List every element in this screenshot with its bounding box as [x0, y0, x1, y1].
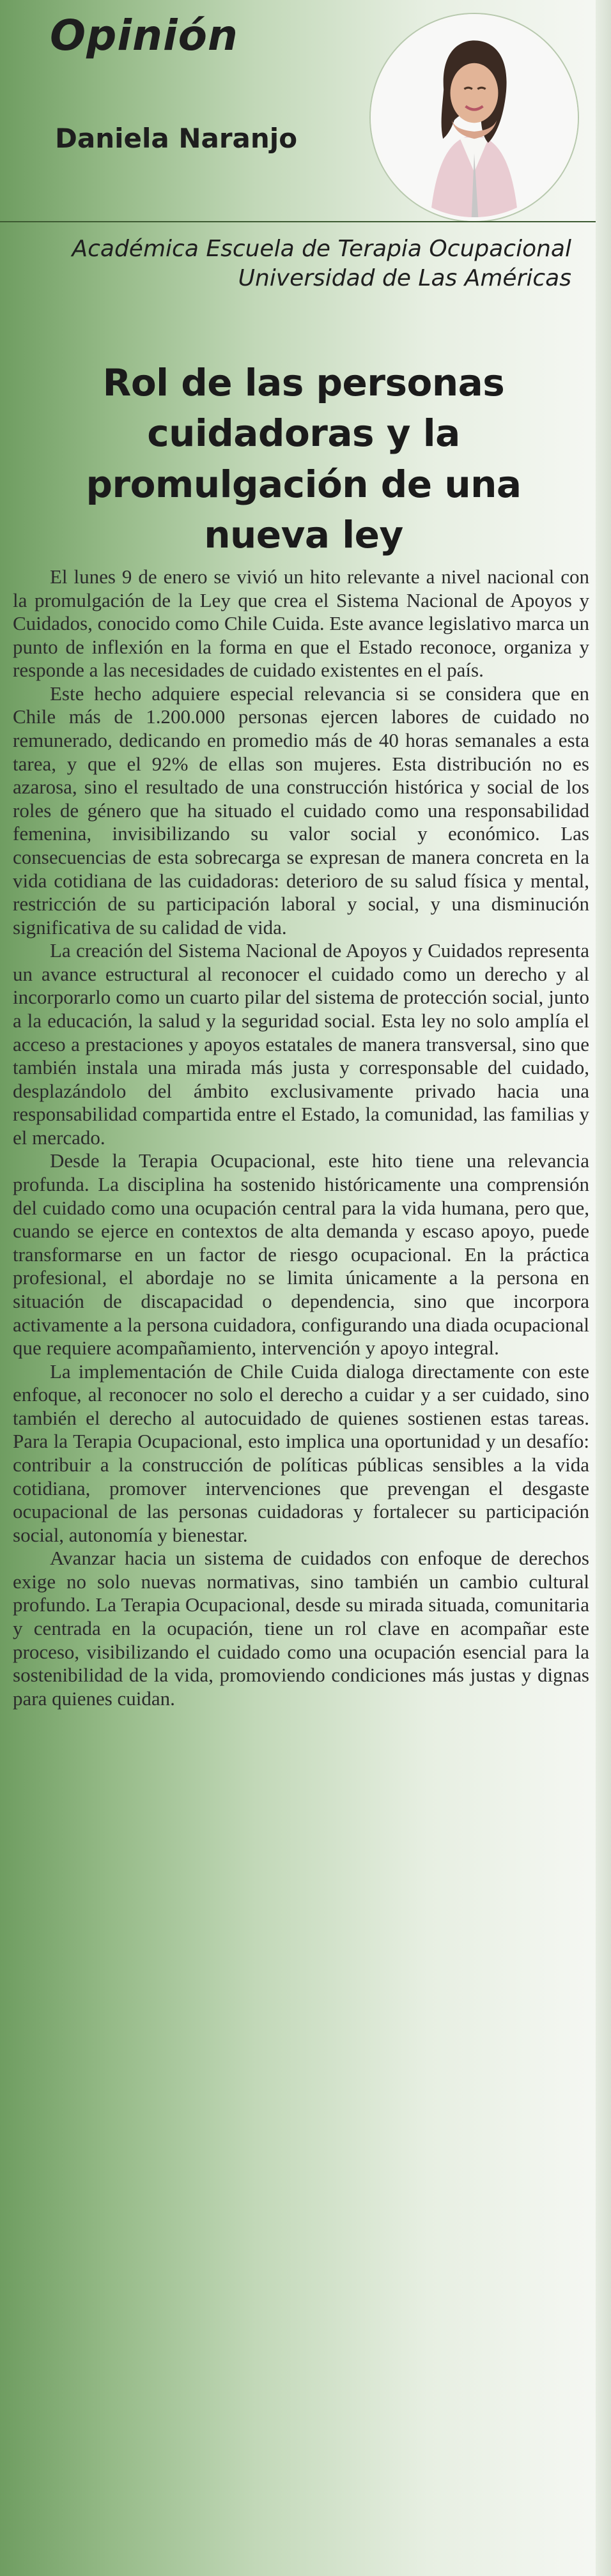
- affiliation-line-2: Universidad de Las Américas: [238, 264, 571, 291]
- article-paragraph-3: La creación del Sistema Nacional de Apoyos y Cuidados representa un avance estructural al reconocer el cuidado como un derecho y al incorporarlo como un cuarto pilar del sistema de protección social, junto a la educación, la salud y la seguridad social. Esta ley no solo amplía el acceso a prestaciones y apoyos estatales de manera transversal, sino que también instala una mirada más justa y corresponsable del cuidado, desplazándolo del ámbito exclusivamente privado hacia una responsabilidad compartida entre el Estado, la comunidad, las familias y el mercado.: [13, 939, 589, 1149]
- article-body: [13, 565, 589, 1710]
- article-paragraph-5: La implementación de Chile Cuida dialoga directamente con este enfoque, al reconocer no solo el derecho a cuidar y a ser cuidado, sino también el derecho al autocuidado de quienes sostienen estas tareas. Para la Terapia Ocupacional, esto implica una oportunidad y un desafío: contribuir a la construcción de políticas públicas sensibles a la vida cotidiana, promover intervenciones que prevengan el desgaste ocupacional de las personas cuidadoras y fortalecer su participación social, autonomía y bienestar.: [13, 1360, 589, 1546]
- article-paragraph-4: Desde la Terapia Ocupacional, este hito tiene una relevancia profunda. La disciplina ha sostenido históricamente una comprensión del cuidado como una ocupación central para la vida humana, pero que, cuando se ejerce en contextos de alta demanda y escaso apoyo, puede transformarse en un factor de riesgo ocupacional. En la práctica profesional, el abordaje no se limita únicamente a la persona en situación de discapacidad o dependencia, sino que incorpora activamente a la persona cuidadora, configurando una diada ocupacional que requiere acompañamiento, intervención y apoyo integral.: [13, 1149, 589, 1360]
- author-portrait-icon: [375, 18, 574, 217]
- article-paragraph-1: El lunes 9 de enero se vivió un hito relevante a nivel nacional con la promulgación de la Ley que crea el Sistema Nacional de Apoyos y Cuidados, conocido como Chile Cuida. Este avance legislativo marca un punto de inflexión en la forma en que el Estado reconoce, organiza y responde a las necesidades de cuidado existentes en el país.: [13, 565, 589, 682]
- article-paragraph-2: Este hecho adquiere especial relevancia si se considera que en Chile más de 1.200.000 personas ejercen labores de cuidado no remunerado, dedicando en promedio más de 40 horas semanales a esta tarea, y que el 92% de ellas son mujeres. Esta distribución no es azarosa, sino el resultado de una construcción histórica y social de los roles de género que ha situado el cuidado como una responsabilidad femenina, invisibilizando su valor social y económico. Las consecuencias de esta sobrecarga se expresan de manera concreta en la vida cotidiana de las cuidadoras: deterioro de su salud física y mental, restricción de su participación laboral y social, y una disminución significativa de su calidad de vida.: [13, 682, 589, 939]
- author-affiliation: [22, 234, 571, 293]
- article-paragraph-6: Avanzar hacia un sistema de cuidados con enfoque de derechos exige no solo nuevas normativas, sino también un cambio cultural profundo. La Terapia Ocupacional, desde su mirada situada, comunitaria y centrada en la ocupación, tiene un rol clave en acompañar este proceso, visibilizando el cuidado como una ocupación esencial para la sostenibilidad de la vida, promoviendo condiciones más justas y dignas para quienes cuidan.: [13, 1547, 589, 1710]
- header-divider: [0, 221, 596, 222]
- section-title: Opinión: [50, 11, 238, 60]
- article-title: Rol de las personas cuidadoras y la promulgación de una nueva ley: [86, 361, 522, 557]
- author-name: Daniela Naranjo: [55, 123, 298, 154]
- author-photo: [371, 14, 578, 221]
- right-edge-stripe: [596, 0, 611, 2576]
- affiliation-line-1: Académica Escuela de Terapia Ocupacional: [72, 236, 571, 262]
